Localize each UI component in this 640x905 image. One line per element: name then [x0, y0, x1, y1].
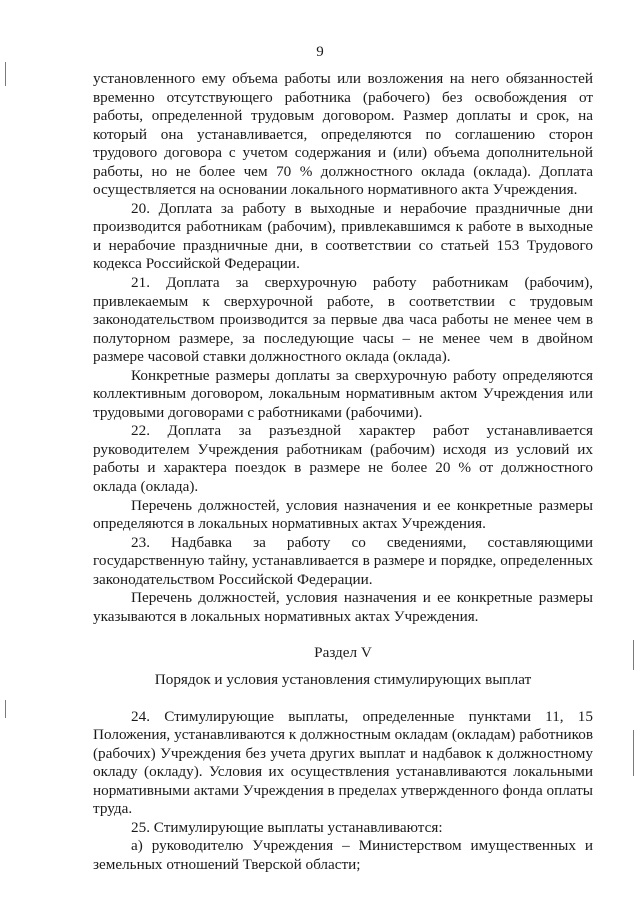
paragraph-21-sizes: Конкретные размеры доплаты за сверхурочную работу определяются коллективным договором, локальным нормативным актом Учреждения или трудовыми договорами с работниками (рабочими). [93, 366, 593, 421]
scan-margin-mark [633, 640, 634, 670]
paragraph-20: 20. Доплата за работу в выходные и нерабочие праздничные дни производится работникам (рабочим), привлекавшимся к работе в выходные и нерабочие праздничные дни, в соответствии со статьей 153 Трудового кодекса Российской Федерации. [93, 199, 593, 273]
scan-margin-mark [633, 730, 634, 776]
scan-margin-mark [5, 700, 6, 718]
page-number: 9 [316, 44, 324, 60]
paragraph-23: 23. Надбавка за работу со сведениями, составляющими государственную тайну, устанавливается в размере и порядке, определенных законодательством Российской Федерации. [93, 533, 593, 588]
paragraph-23-list: Перечень должностей, условия назначения и ее конкретные размеры указываются в локальных нормативных актах Учреждения. [93, 589, 593, 625]
paragraph-25: 25. Стимулирующие выплаты устанавливаются: [131, 818, 443, 836]
paragraph-22-list: Перечень должностей, условия назначения и ее конкретные размеры определяются в локальных нормативных актах Учреждения. [93, 496, 593, 533]
paragraph-22: 22. Доплата за разъездной характер работ устанавливается руководителем Учреждения работникам (рабочим) исходя из условий их работы и характера поездок в размере не более 20 % от должностного оклада (оклада). [93, 422, 593, 496]
paragraph-24: 24. Стимулирующие выплаты, определенные пунктами 11, 15 Положения, устанавливаются к должностным окладам (окладам) работников (рабочих) Учреждения без учета других выплат и надбавок к должностному окладу (окладу). Условия их осуществления устанавливаются локальными нормативными актами Учреждения в пределах утвержденного фонда оплаты труда. [93, 707, 593, 818]
paragraph-21: 21. Доплата за сверхурочную работу работникам (рабочим), привлекаемым к сверхурочной работе, в соответствии с трудовым законодательством производится за первые два часа работы не менее чем в полуторном размере, за последующие часы – не менее чем в двойном размере часовой ставки должностного оклада (оклада). [93, 274, 593, 366]
scan-margin-mark [5, 62, 6, 86]
section-title: Порядок и условия установления стимулирующих выплат [154, 670, 532, 688]
document-body [93, 70, 593, 874]
paragraph-25-a: а) руководителю Учреждения – Министерством имущественных и земельных отношений Тверской области; [93, 837, 593, 873]
section-number: Раздел V [314, 644, 372, 662]
paragraph-continuation: установленного ему объема работы или возложения на него обязанностей временно отсутствующего работника (рабочего) без освобождения от работы, определенной трудовым договором. Размер доплаты и срок, на который она устанавливается, определяются по соглашению сторон трудового договора с учетом содержания и (или) объема дополнительной работы, но не более чем 70 % должностного оклада (оклада). Доплата осуществляется на основании локального нормативного акта Учреждения. [93, 70, 593, 199]
